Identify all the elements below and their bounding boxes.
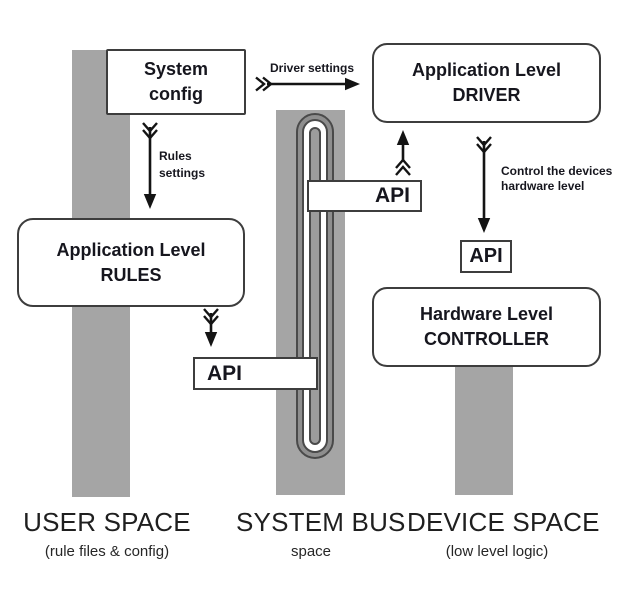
rules-settings-label-line2: settings bbox=[159, 166, 206, 180]
system-config-label-line1: System bbox=[143, 59, 209, 79]
device-space-column bbox=[455, 367, 513, 495]
device-space-subtitle: (low level logic) bbox=[445, 543, 549, 560]
control-devices-label-line2: hardware level bbox=[501, 179, 585, 193]
controller-label-line2: CONTROLLER bbox=[424, 329, 549, 349]
hardware-level-controller-box bbox=[372, 287, 601, 367]
api-lower-label: API bbox=[207, 361, 243, 385]
control-devices-label bbox=[501, 164, 612, 194]
system-bus-title: SYSTEM BUS bbox=[236, 507, 406, 537]
arrow-driver-settings bbox=[256, 78, 360, 91]
api-box-bus-lower bbox=[193, 357, 318, 390]
user-space-caption bbox=[12, 508, 202, 561]
system-bus-caption bbox=[236, 507, 406, 561]
api-upper-label: API bbox=[374, 184, 410, 207]
application-level-driver-box bbox=[372, 43, 601, 123]
controller-label-line1: Hardware Level bbox=[419, 304, 554, 324]
system-config-label-line2: config bbox=[149, 84, 203, 104]
driver-settings-label: Driver settings bbox=[269, 61, 355, 75]
api-box-device bbox=[460, 240, 512, 273]
device-space-caption bbox=[407, 507, 600, 561]
user-space-title: USER SPACE bbox=[23, 507, 191, 537]
rules-label-line1: Application Level bbox=[56, 239, 206, 260]
driver-label-line2: DRIVER bbox=[452, 85, 521, 105]
user-space-subtitle: (rule files & config) bbox=[44, 543, 170, 560]
rules-settings-label bbox=[159, 148, 205, 182]
driver-label-line1: Application Level bbox=[411, 60, 562, 80]
application-level-rules-box bbox=[17, 218, 245, 307]
bus-slot-core bbox=[309, 127, 321, 445]
rules-settings-label-line1: Rules bbox=[159, 149, 192, 163]
api-small-label: API bbox=[469, 245, 503, 267]
rules-label-line2: RULES bbox=[100, 264, 162, 285]
control-devices-label-line1: Control the devices bbox=[501, 164, 613, 178]
arrow-control-devices bbox=[477, 137, 491, 233]
arrow-rules-settings bbox=[143, 123, 157, 209]
arrow-api-to-driver bbox=[396, 130, 410, 175]
arrow-rules-to-api bbox=[204, 309, 218, 347]
system-config-box bbox=[106, 49, 246, 115]
system-bus-subtitle: space bbox=[290, 543, 332, 560]
api-box-bus-upper bbox=[307, 180, 422, 212]
device-space-title: DEVICE SPACE bbox=[407, 507, 600, 537]
